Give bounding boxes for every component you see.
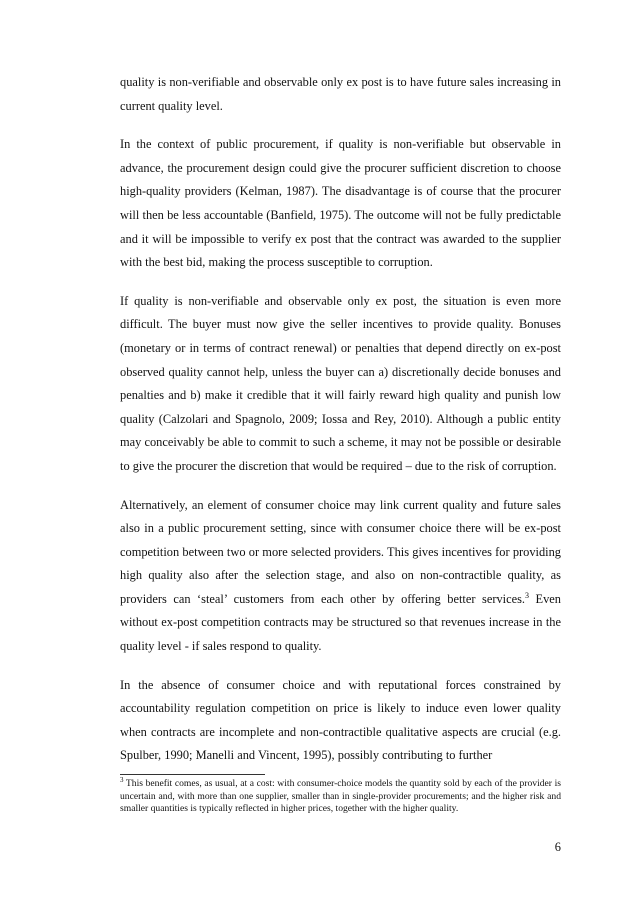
page-number: 6: [554, 840, 561, 854]
footnote-separator: [120, 774, 265, 775]
paragraph-4-text-end: Even without ex-post competition contracts may be structured so that revenues increase in the quality level - if sales respond to quality.: [120, 591, 561, 654]
footnote-reference[interactable]: 3: [525, 590, 530, 600]
paragraph-3: If quality is non-verifiable and observable only ex post, the situation is even more difficult. The buyer must now give the seller incentives to provide quality. Bonuses (monetary or in terms of contract renewal) or penalties that depend directly on ex-post observed quality cannot help, unless the buyer can a) discretionally decide bonuses and penalties and b) make it credible that it will fairly reward high quality and punish low quality (Calzolari and Spagnolo, 2009; Iossa and Rey, 2010). Although a public entity may conceivably be able to commit to such a scheme, it may not be possible or desirable to give the procurer the discretion that would be required – due to the risk of corruption.: [120, 293, 561, 473]
footnote-text: This benefit comes, as usual, at a cost: with consumer-choice models the quantity sold by each of the provider is uncertain and, with more than one supplier, smaller than in single-provider procurements; and the higher risk and smaller quantities is typically reflected in higher prices, together with the higher quality.: [120, 778, 561, 815]
paragraph-4: [120, 494, 561, 659]
paragraph-5: In the absence of consumer choice and with reputational forces constrained by accountability regulation competition on price is likely to induce even lower quality when contracts are incomplete and non-contractible qualitative aspects are crucial (e.g. Spulber, 1990; Manelli and Vincent, 1995), possibly contributing to further: [120, 677, 561, 763]
paragraph-1: quality is non-verifiable and observable only ex post is to have future sales increasing in current quality level.: [120, 75, 561, 113]
footnote: [120, 775, 561, 816]
paragraph-4-text-start: Alternatively, an element of consumer choice may link current quality and future sales also in a public procurement setting, since with consumer choice there will be ex-post competition between two or more selected providers. This gives incentives for providing high quality also after the selection stage, and also on non-contractible quality, as providers can ‘steal’ customers from each other by offering better services.: [120, 497, 561, 606]
footnote-marker: 3: [120, 775, 124, 784]
paragraph-2: In the context of public procurement, if quality is non-verifiable but observable in advance, the procurement design could give the procurer sufficient discretion to choose high-quality providers (Kelman, 1987). The disadvantage is of course that the procurer will then be less accountable (Banfield, 1975). The outcome will not be fully predictable and it will be impossible to verify ex post that the contract was awarded to the supplier with the best bid, making the process susceptible to corruption.: [120, 137, 561, 270]
body-text: [120, 71, 561, 783]
